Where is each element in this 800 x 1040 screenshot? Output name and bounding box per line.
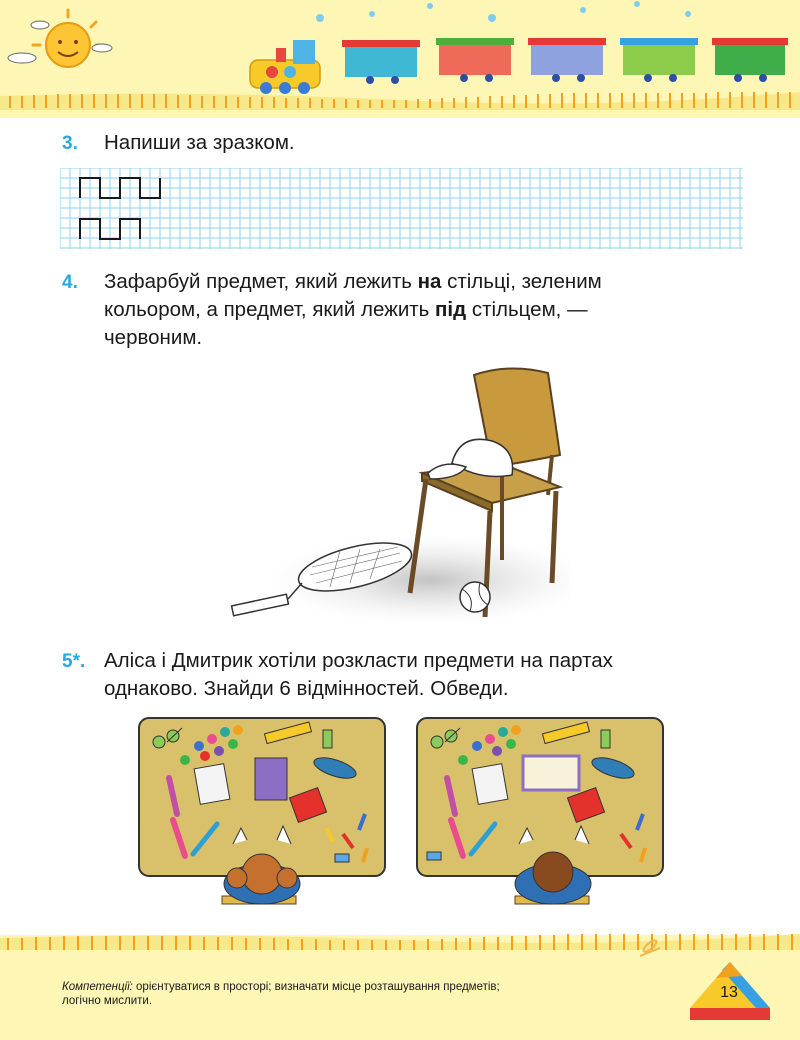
book-icon bbox=[255, 758, 287, 800]
chair-illustration bbox=[230, 355, 570, 625]
task-5-line-1: Аліса і Дмитрик хотіли розкласти предмети на партах bbox=[104, 649, 613, 672]
sun-icon bbox=[8, 10, 112, 67]
desk-dmytryk[interactable] bbox=[415, 716, 665, 912]
page-number: 13 bbox=[720, 984, 738, 1001]
task-4-line-2: кольором, а предмет, який лежить під стільцем, — bbox=[104, 298, 588, 321]
keyword-under: під bbox=[435, 298, 467, 321]
task-4-number: 4. bbox=[62, 272, 78, 293]
paper-icon bbox=[194, 764, 230, 805]
header-illustration bbox=[0, 0, 800, 125]
glue-icon bbox=[323, 730, 332, 748]
glue-icon bbox=[601, 730, 610, 748]
task-5-number: 5*. bbox=[62, 651, 86, 672]
task-4-line-1: Зафарбуй предмет, який лежить на стільці, зеленим bbox=[104, 270, 602, 293]
tennis-ball bbox=[460, 582, 490, 612]
eraser-icon bbox=[427, 852, 441, 860]
desk-alice[interactable] bbox=[137, 716, 387, 912]
writing-grid[interactable] bbox=[60, 168, 743, 249]
footer-grass bbox=[0, 928, 800, 968]
task-4-line-3: червоним. bbox=[104, 326, 203, 349]
task-3-text: Напиши за зразком. bbox=[104, 131, 295, 154]
train-icon bbox=[250, 38, 788, 94]
competencies-footnote: Компетенції: орієнтуватися в просторі; визначати місце розташування предметів; логічно мислити. bbox=[62, 981, 500, 1007]
open-book-icon bbox=[523, 756, 579, 790]
task-5-line-2: однаково. Знайди 6 відмінностей. Обведи. bbox=[104, 677, 509, 700]
task-3-number: 3. bbox=[62, 133, 78, 154]
keyword-on: на bbox=[417, 270, 442, 293]
competencies-label: Компетенції: bbox=[62, 981, 133, 993]
eraser-icon bbox=[335, 854, 349, 862]
paper-icon bbox=[472, 764, 508, 805]
